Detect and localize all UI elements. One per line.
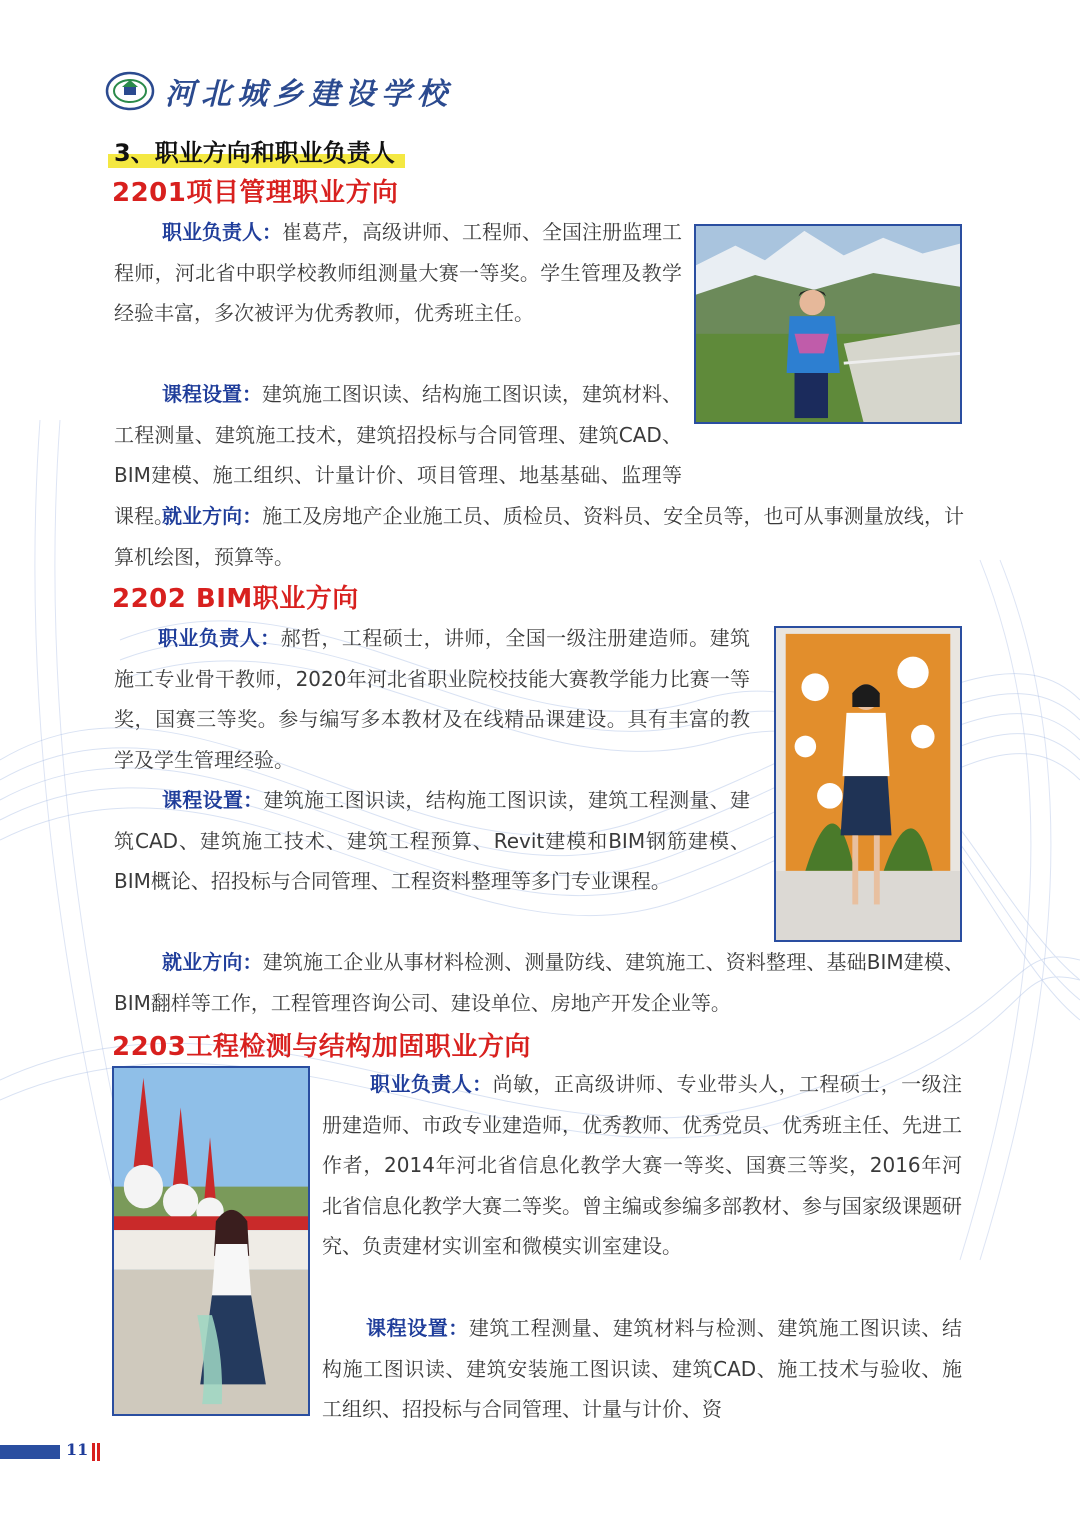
employment-paragraph-2202 — [114, 942, 964, 1023]
leader-label: 职业负责人： — [158, 626, 281, 650]
leader-photo-pagodas — [112, 1066, 310, 1416]
course-label: 课程设置： — [162, 382, 262, 406]
leader-label: 职业负责人： — [370, 1072, 493, 1096]
direction-title-2203: 2203工程检测与结构加固职业方向 — [112, 1032, 531, 1062]
page-number: 11 — [66, 1440, 89, 1459]
leader-text: 崔葛芹，高级讲师、工程师、全国注册监理工程师，河北省中职学校教师组测量大赛一等奖。学生管理及教学经验丰富，多次被评为优秀教师，优秀班主任。 — [114, 220, 682, 325]
employment-text: 建筑施工企业从事材料检测、测量防线、建筑施工、资料整理、基础BIM建模、BIM翻样等工作，工程管理咨询公司、建设单位、房地产开发企业等。 — [114, 950, 965, 1015]
leader-text: 尚敏，正高级讲师、专业带头人，工程硕士，一级注册建造师、市政专业建造师，优秀教师、优秀党员、优秀班主任、先进工作者，2014年河北省信息化教学大赛一等奖、国赛三等奖，2016年河北省信息化教学大赛二等奖。曾主编或参编多部教材、参与国家级课题研究、负责建材实训室和微模实训室建设。 — [322, 1072, 963, 1258]
leader-photo-mountain — [694, 224, 962, 424]
course-label: 课程设置： — [162, 788, 264, 812]
school-logo — [105, 66, 453, 116]
leader-text: 郝哲，工程硕士，讲师，全国一级注册建造师。建筑施工专业骨干教师，2020年河北省职业院校技能大赛教学能力比赛一等奖，国赛三等奖。参与编写多本教材及在线精品课建设。具有丰富的教学及学生管理经验。 — [114, 626, 751, 772]
leader-paragraph-2203 — [322, 1064, 962, 1267]
section-title: 3、职业方向和职业负责人 — [108, 133, 405, 168]
direction-title-2201: 2201项目管理职业方向 — [112, 178, 399, 208]
leader-photo-orchid-wall — [774, 626, 962, 942]
course-text: 建筑工程测量、建筑材料与检测、建筑施工图识读、结构施工图识读、建筑安装施工图识读、建筑CAD、施工技术与验收、施工组织、招投标与合同管理、计量与计价、资 — [322, 1316, 963, 1421]
direction-title-2202: 2202 BIM职业方向 — [112, 584, 359, 614]
leader-paragraph-2201 — [114, 212, 682, 334]
page-bar — [0, 1445, 60, 1459]
employment-label: 就业方向： — [162, 504, 263, 528]
course-paragraph-2203 — [322, 1308, 962, 1430]
school-name: 河北城乡建设学校 — [165, 77, 453, 112]
page-mark — [92, 1443, 102, 1461]
leader-paragraph-2202 — [114, 618, 750, 780]
employment-text: 施工及房地产企业施工员、质检员、资料员、安全员等，也可从事测量放线，计算机绘图，预算等。 — [114, 504, 965, 569]
course-label: 课程设置： — [366, 1316, 469, 1340]
employment-label: 就业方向： — [162, 950, 263, 974]
course-text: 建筑施工图识读，结构施工图识读，建筑工程测量、建筑CAD、建筑施工技术、建筑工程预算、Revit建模和BIM钢筋建模、BIM概论、招投标与合同管理、工程资料整理等多门专业课程。 — [114, 788, 751, 893]
school-emblem-icon — [105, 66, 155, 116]
course-paragraph-2202 — [114, 780, 750, 902]
employment-paragraph-2201 — [114, 496, 964, 577]
leader-label: 职业负责人： — [162, 220, 282, 244]
course-text: 建筑施工图识读、结构施工图识读，建筑材料、工程测量、建筑施工技术，建筑招投标与合同管理、建筑CAD、BIM建模、施工组织、计量计价、项目管理、地基基础、监理等课程。 — [114, 382, 682, 528]
